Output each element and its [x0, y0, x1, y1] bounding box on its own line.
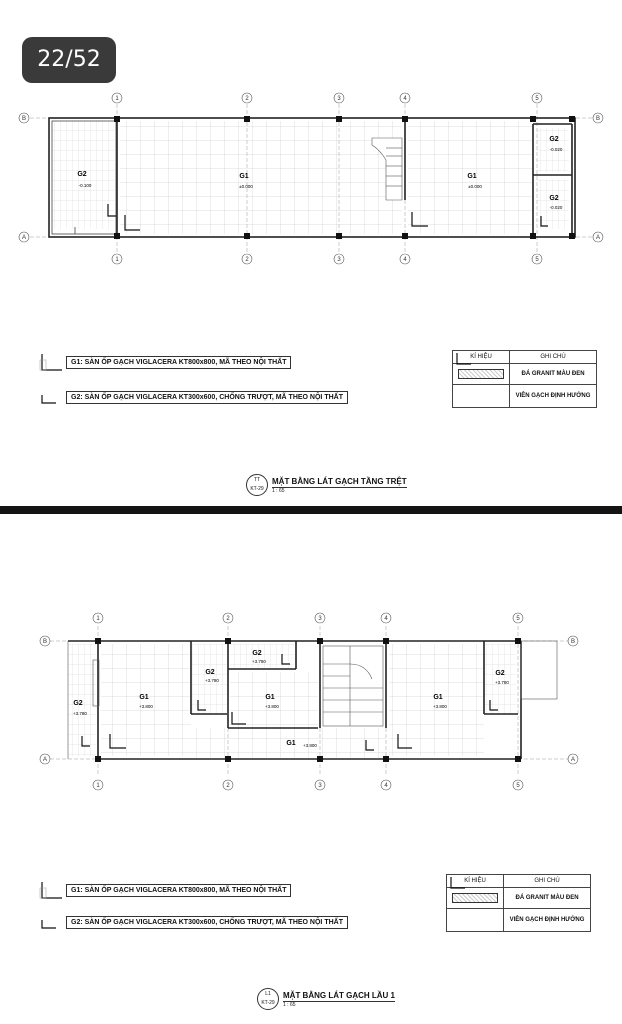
axis-3-top: 3 — [318, 616, 322, 622]
axis-2-bottom: 2 — [226, 783, 230, 789]
axis-a-left: A — [42, 757, 48, 763]
legend-g1 — [38, 352, 291, 372]
room-label-g1-b: G1 — [265, 694, 275, 701]
room-level-g1-a: ±0.000 — [239, 184, 253, 189]
axis-1-top: 1 — [96, 616, 100, 622]
axis-5-bottom: 5 — [535, 257, 539, 263]
axis-5-bottom: 5 — [516, 783, 520, 789]
room-level-g2-d: +3.780 — [495, 680, 509, 685]
drawing-scale: 1 : 65 — [283, 1001, 296, 1008]
drawing-title-text: MẶT BẰNG LÁT GẠCH TẦNG TRỆT — [272, 476, 407, 486]
room-level-g2-c: +3.780 — [252, 659, 266, 664]
room-level-g2-c: -0.020 — [549, 205, 563, 210]
notes-header-symbol: KÍ HIỆU — [447, 875, 504, 888]
first-floor-plan — [0, 514, 622, 1024]
drawing-symbol-bottom: KT-29 — [250, 486, 264, 492]
room-level-g2-a: -0.100 — [78, 183, 92, 188]
tile-direction-icon — [38, 912, 64, 932]
room-label-g1-a: G1 — [139, 694, 149, 701]
axis-1-top: 1 — [115, 96, 119, 102]
drawing-title — [257, 988, 395, 1010]
axis-4-bottom: 4 — [403, 257, 407, 263]
legend-g2-text: G2: SÀN ỐP GẠCH VIGLACERA KT300x600, CHỐNG TRƯỢT, MÃ THEO NỘI THẤT — [66, 391, 348, 404]
axis-4-top: 4 — [403, 96, 407, 102]
notes-header-symbol: KÍ HIỆU — [453, 351, 510, 364]
room-level-g2-b: -0.020 — [549, 147, 563, 152]
notes-row-granite: ĐÁ GRANIT MÀU ĐEN — [504, 888, 591, 909]
notes-row-granite: ĐÁ GRANIT MÀU ĐEN — [510, 364, 597, 385]
axis-4-bottom: 4 — [384, 783, 388, 789]
notes-header-note: GHI CHÚ — [504, 875, 591, 888]
axis-2-top: 2 — [245, 96, 249, 102]
axis-a-right: A — [595, 235, 601, 241]
room-label-g2-b: G2 — [205, 669, 215, 676]
axis-4-top: 4 — [384, 616, 388, 622]
room-label-g1-a: G1 — [239, 173, 249, 180]
notes-header-note: GHI CHÚ — [510, 351, 597, 364]
axis-b-right: B — [595, 116, 601, 122]
room-level-g2-a: +3.780 — [73, 711, 87, 716]
legend-g2-text: G2: SÀN ỐP GẠCH VIGLACERA KT300x600, CHỐNG TRƯỢT, MÃ THEO NỘI THẤT — [66, 916, 348, 929]
legend-g2 — [38, 912, 348, 932]
room-label-g2-b: G2 — [549, 136, 559, 143]
axis-5-top: 5 — [516, 616, 520, 622]
room-label-g2-a: G2 — [77, 171, 87, 178]
tile-direction-icon — [38, 880, 64, 900]
axis-1-bottom: 1 — [115, 257, 119, 263]
drawing-symbol — [246, 474, 268, 496]
room-label-g2-a: G2 — [73, 700, 83, 707]
notes-row-tile-direction: VIÊN GẠCH ĐỊNH HƯỚNG — [510, 385, 597, 408]
room-level-g1-c: +3.800 — [303, 743, 317, 748]
legend-g2 — [38, 387, 348, 407]
legend-g1 — [38, 880, 291, 900]
staircase — [323, 646, 383, 726]
drawing-symbol-top: TT — [253, 477, 261, 483]
axis-3-bottom: 3 — [318, 783, 322, 789]
drawing-title-text: MẶT BẰNG LÁT GẠCH LẦU 1 — [283, 990, 395, 1000]
room-label-g2-d: G2 — [495, 670, 505, 677]
drawing-symbol — [257, 988, 279, 1010]
room-level-g1-b: ±0.000 — [468, 184, 482, 189]
room-level-g1-a: +3.800 — [139, 704, 153, 709]
axis-3-top: 3 — [337, 96, 341, 102]
notes-table — [446, 874, 591, 932]
axis-b-right: B — [570, 639, 576, 645]
drawing-symbol-bottom: KT-29 — [261, 1000, 275, 1006]
room-level-g1-d: +3.800 — [433, 704, 447, 709]
room-level-g2-b: +3.780 — [205, 678, 219, 683]
page-counter-badge: 22/52 — [22, 37, 116, 83]
room-label-g1-d: G1 — [433, 694, 443, 701]
granite-swatch-icon — [458, 369, 504, 379]
room-label-g1-c: G1 — [286, 740, 296, 747]
first-floor-sheet — [0, 514, 622, 1024]
axis-2-bottom: 2 — [245, 257, 249, 263]
axis-a-right: A — [570, 757, 576, 763]
room-label-g1-b: G1 — [467, 173, 477, 180]
axis-b-left: B — [21, 116, 27, 122]
room-label-g2-c: G2 — [549, 195, 559, 202]
axis-b-left: B — [42, 639, 48, 645]
sheet-divider — [0, 506, 622, 514]
tile-direction-icon — [38, 352, 64, 372]
legend-g1-text: G1: SÀN ỐP GẠCH VIGLACERA KT800x800, MÃ THEO NỘI THẤT — [66, 884, 291, 897]
drawing-symbol-top: L1 — [265, 991, 271, 997]
tile-direction-icon — [38, 387, 64, 407]
legend-g1-text: G1: SÀN ỐP GẠCH VIGLACERA KT800x800, MÃ THEO NỘI THẤT — [66, 356, 291, 369]
drawing-title — [246, 474, 407, 496]
room-level-g1-b: +3.800 — [265, 704, 279, 709]
notes-table — [452, 350, 597, 408]
axis-2-top: 2 — [226, 616, 230, 622]
axis-a-left: A — [21, 235, 27, 241]
axis-1-bottom: 1 — [96, 783, 100, 789]
axis-3-bottom: 3 — [337, 257, 341, 263]
notes-row-tile-direction: VIÊN GẠCH ĐỊNH HƯỚNG — [504, 909, 591, 932]
granite-swatch-icon — [452, 893, 498, 903]
drawing-scale: 1 : 65 — [272, 487, 285, 494]
axis-5-top: 5 — [535, 96, 539, 102]
room-label-g2-c: G2 — [252, 650, 262, 657]
